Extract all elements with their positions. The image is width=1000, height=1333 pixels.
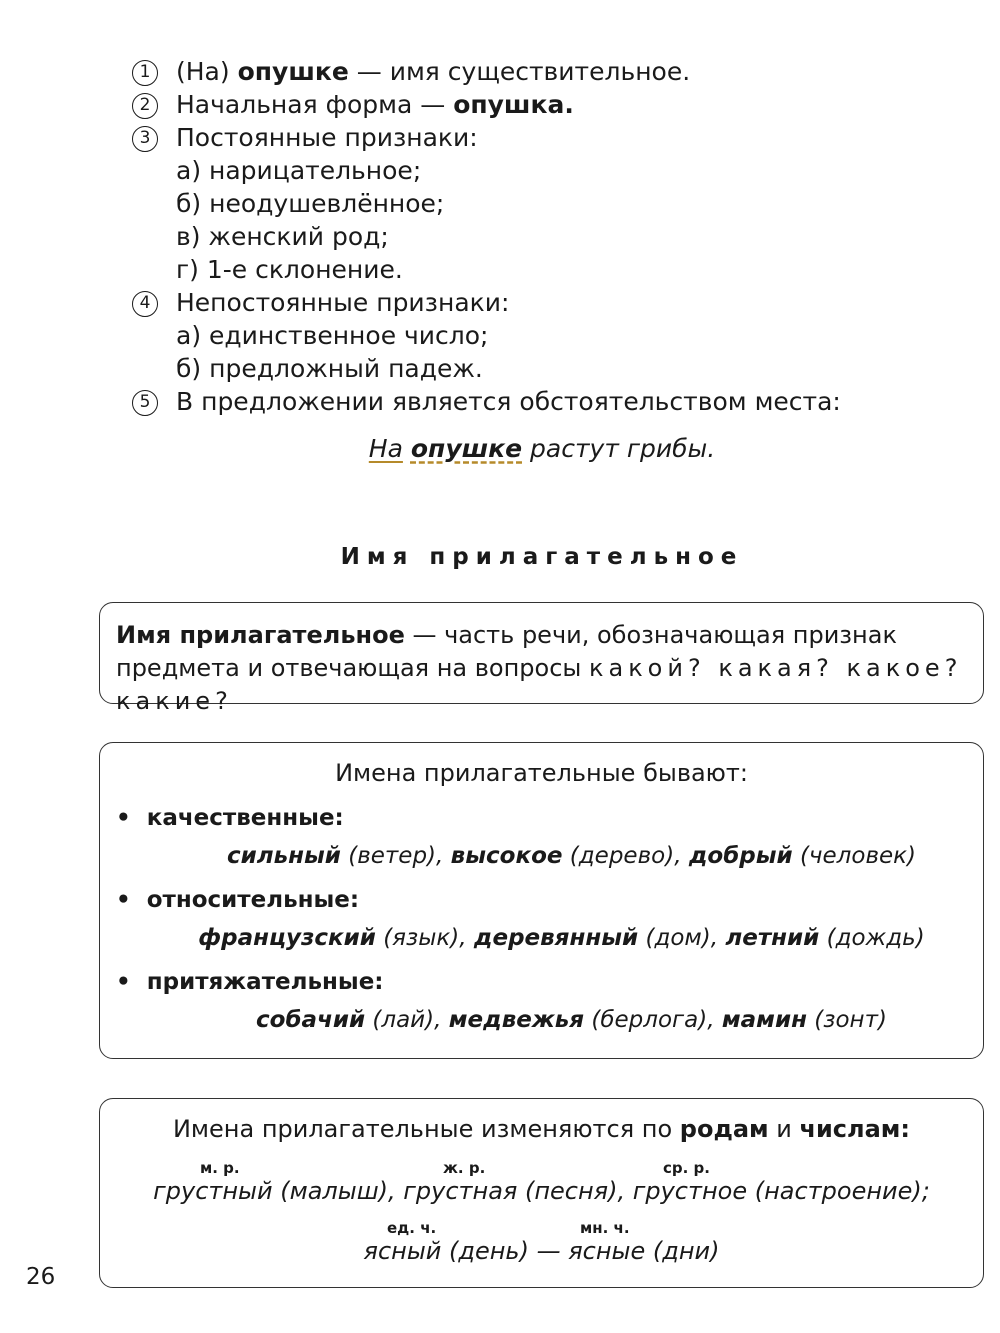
item-2-bold: опушка.	[453, 90, 574, 119]
constant-feature-b: б) неодушевлённое;	[176, 189, 445, 218]
definition-questions: какой? какая? какое? какие?	[116, 654, 963, 715]
label-masculine: м. р.	[200, 1159, 240, 1177]
variable-feature-a: а) единственное число;	[176, 321, 489, 350]
gender-examples: грустный (малыш), грустная (песня), грустное (настроение);	[153, 1177, 930, 1205]
item-4-text: Непостоянные признаки:	[176, 288, 510, 317]
item-2-pre: Начальная форма —	[176, 90, 454, 119]
kind-qualitative-examples: сильный (ветер), высокое (дерево), добрый (человек)	[226, 843, 917, 869]
definition-term: Имя прилагательное	[116, 621, 405, 649]
variable-feature-b: б) предложный падеж.	[176, 354, 483, 383]
item-1-post: — имя существительное.	[348, 57, 691, 86]
label-feminine: ж. р.	[443, 1159, 486, 1177]
item-1-bold: опушке	[237, 57, 349, 86]
page-number: 26	[26, 1264, 56, 1290]
kind-relative-examples: французский (язык), деревянный (дом), летний (дождь)	[198, 925, 925, 951]
item-5-text: В предложении является обстоятельством места:	[176, 387, 841, 416]
circled-number-5: 5	[132, 390, 158, 416]
number-examples: ясный (день) — ясные (дни)	[363, 1237, 720, 1265]
section-title: Имя прилагательное	[340, 544, 744, 570]
kind-possessive: • притяжательные:	[116, 969, 384, 995]
circled-number-1: 1	[132, 60, 158, 86]
label-plural: мн. ч.	[580, 1219, 630, 1237]
label-neuter: ср. р.	[663, 1159, 710, 1177]
definition-box	[99, 602, 984, 715]
changes-title: Имена прилагательные изменяются по родам и числам:	[172, 1115, 911, 1143]
circled-number-3: 3	[132, 126, 158, 152]
kinds-box	[99, 742, 984, 1059]
constant-feature-d: г) 1-е склонение.	[176, 255, 403, 284]
definition-text	[116, 619, 969, 718]
changes-box	[99, 1098, 984, 1288]
label-singular: ед. ч.	[387, 1219, 437, 1237]
constant-feature-a: а) нарицательное;	[176, 156, 422, 185]
item-3-text: Постоянные признаки:	[176, 123, 478, 152]
circled-number-2: 2	[132, 93, 158, 119]
kind-relative: • относительные:	[116, 887, 360, 913]
kind-possessive-examples: собачий (лай), медвежья (берлога), мамин (зонт)	[256, 1007, 887, 1033]
sentence-rest: растут грибы.	[530, 434, 716, 463]
kind-qualitative: • качественные:	[116, 805, 344, 831]
sentence-adverbial: опушке	[410, 434, 523, 463]
item-1-pre: (На)	[176, 57, 238, 86]
definition-body: — часть речи, обозначающая признак предмета и отвечающая на вопросы	[116, 621, 897, 682]
sentence-preposition: На	[368, 434, 403, 463]
circled-number-4: 4	[132, 291, 158, 317]
constant-feature-c: в) женский род;	[176, 222, 389, 251]
example-sentence	[0, 434, 1000, 463]
kinds-title: Имена прилагательные бывают:	[335, 759, 748, 787]
